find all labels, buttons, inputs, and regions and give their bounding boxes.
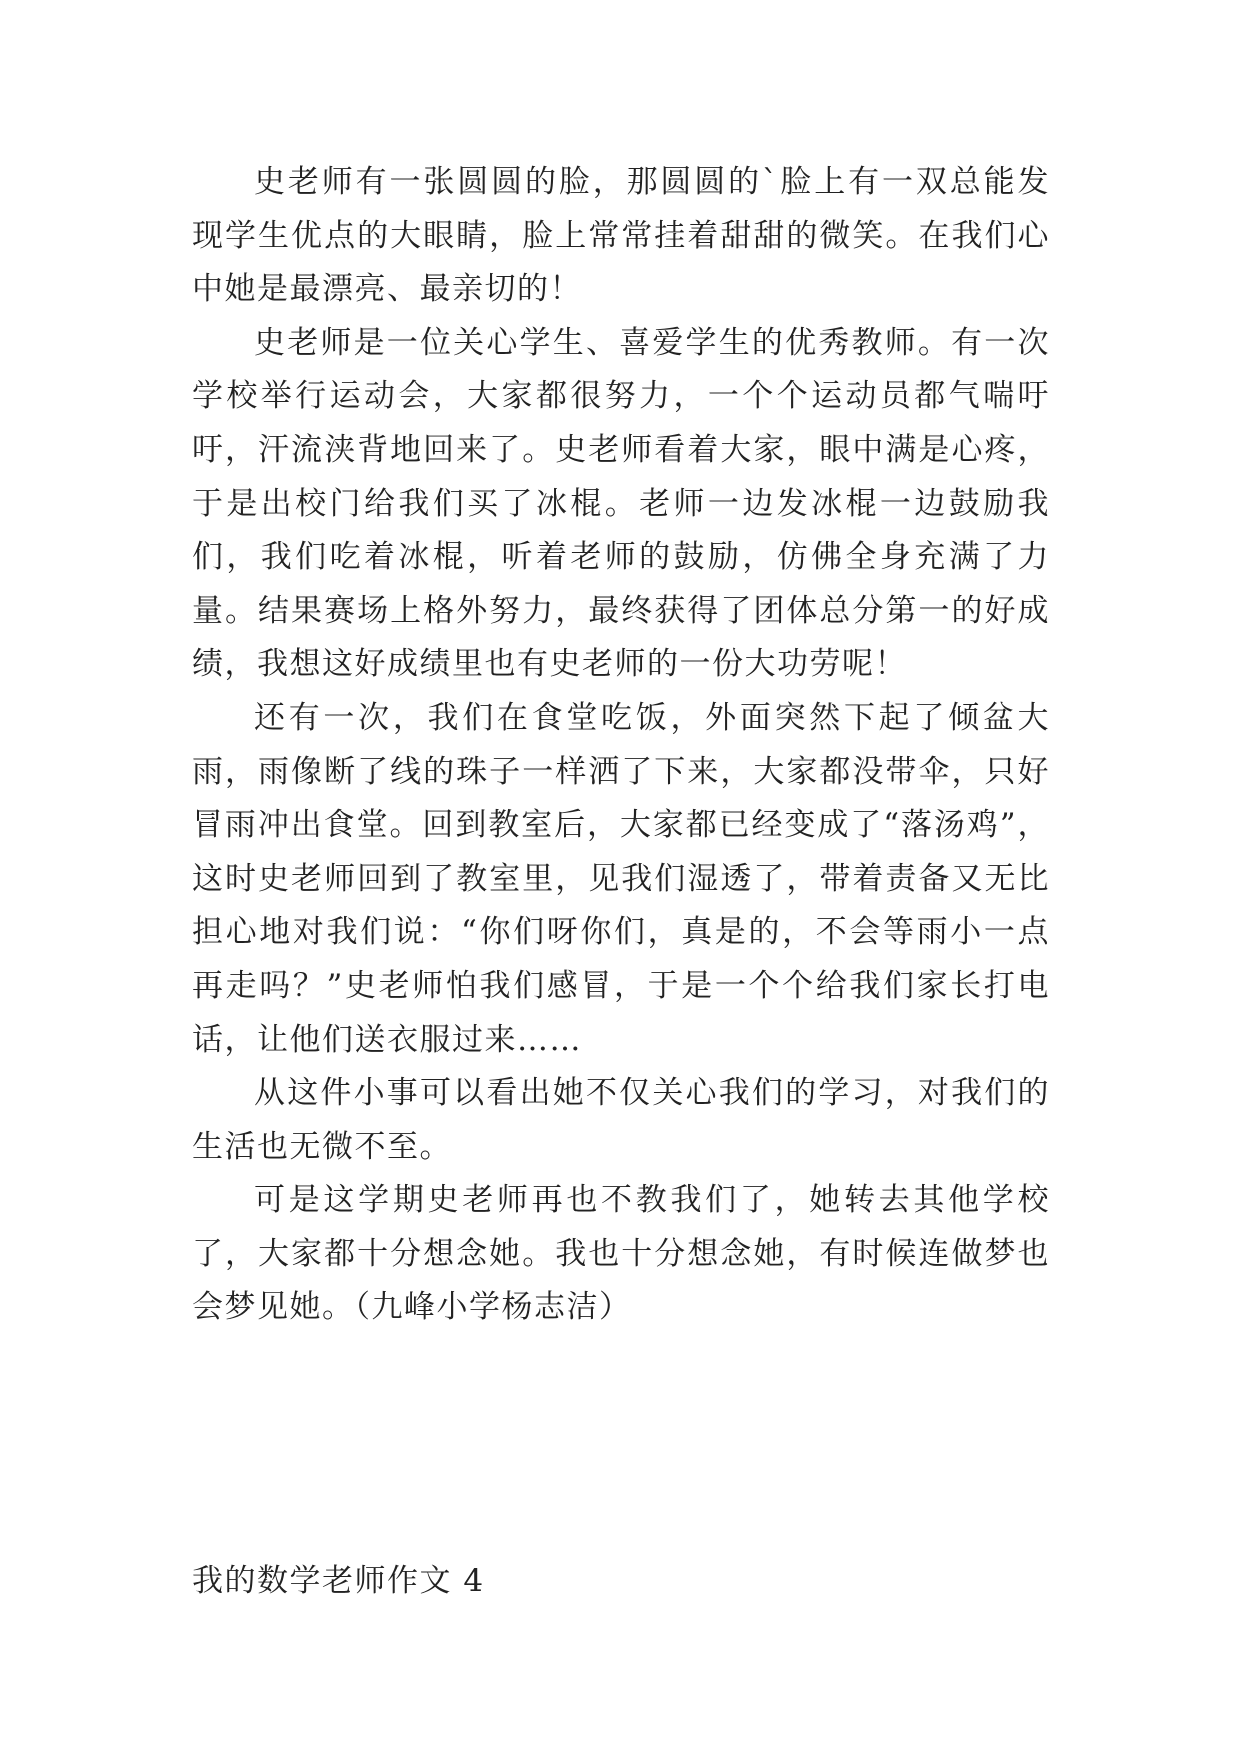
essay-body <box>192 156 1050 1335</box>
paragraph-2: 史老师是一位关心学生、喜爱学生的优秀教师。有一次学校举行运动会，大家都很努力，一个个运动员都气喘吁吁，汗流浃背地回来了。史老师看着大家，眼中满是心疼，于是出校门给我们买了冰棍。老师一边发冰棍一边鼓励我们，我们吃着冰棍，听着老师的鼓励，仿佛全身充满了力量。结果赛场上格外努力，最终获得了团体总分第一的好成绩，我想这好成绩里也有史老师的一份大功劳呢！ <box>192 324 1050 683</box>
paragraph-3: 还有一次，我们在食堂吃饭，外面突然下起了倾盆大雨，雨像断了线的珠子一样洒了下来，大家都没带伞，只好冒雨冲出食堂。回到教室后，大家都已经变成了“落汤鸡”，这时史老师回到了教室里，见我们湿透了，带着责备又无比担心地对我们说：“你们呀你们，真是的，不会等雨小一点再走吗？”史老师怕我们感冒，于是一个个给我们家长打电话，让他们送衣服过来…… <box>192 699 1050 1058</box>
paragraph-1: 史老师有一张圆圆的脸，那圆圆的`脸上有一双总能发现学生优点的大眼睛，脸上常常挂着甜甜的微笑。在我们心中她是最漂亮、最亲切的！ <box>192 164 1050 308</box>
paragraph-5: 可是这学期史老师再也不教我们了，她转去其他学校了，大家都十分想念她。我也十分想念她，有时候连做梦也会梦见她。（九峰小学杨志洁） <box>192 1182 1050 1326</box>
paragraph-4: 从这件小事可以看出她不仅关心我们的学习，对我们的生活也无微不至。 <box>192 1075 1050 1165</box>
section-heading: 我的数学老师作文 4 <box>192 1563 485 1599</box>
